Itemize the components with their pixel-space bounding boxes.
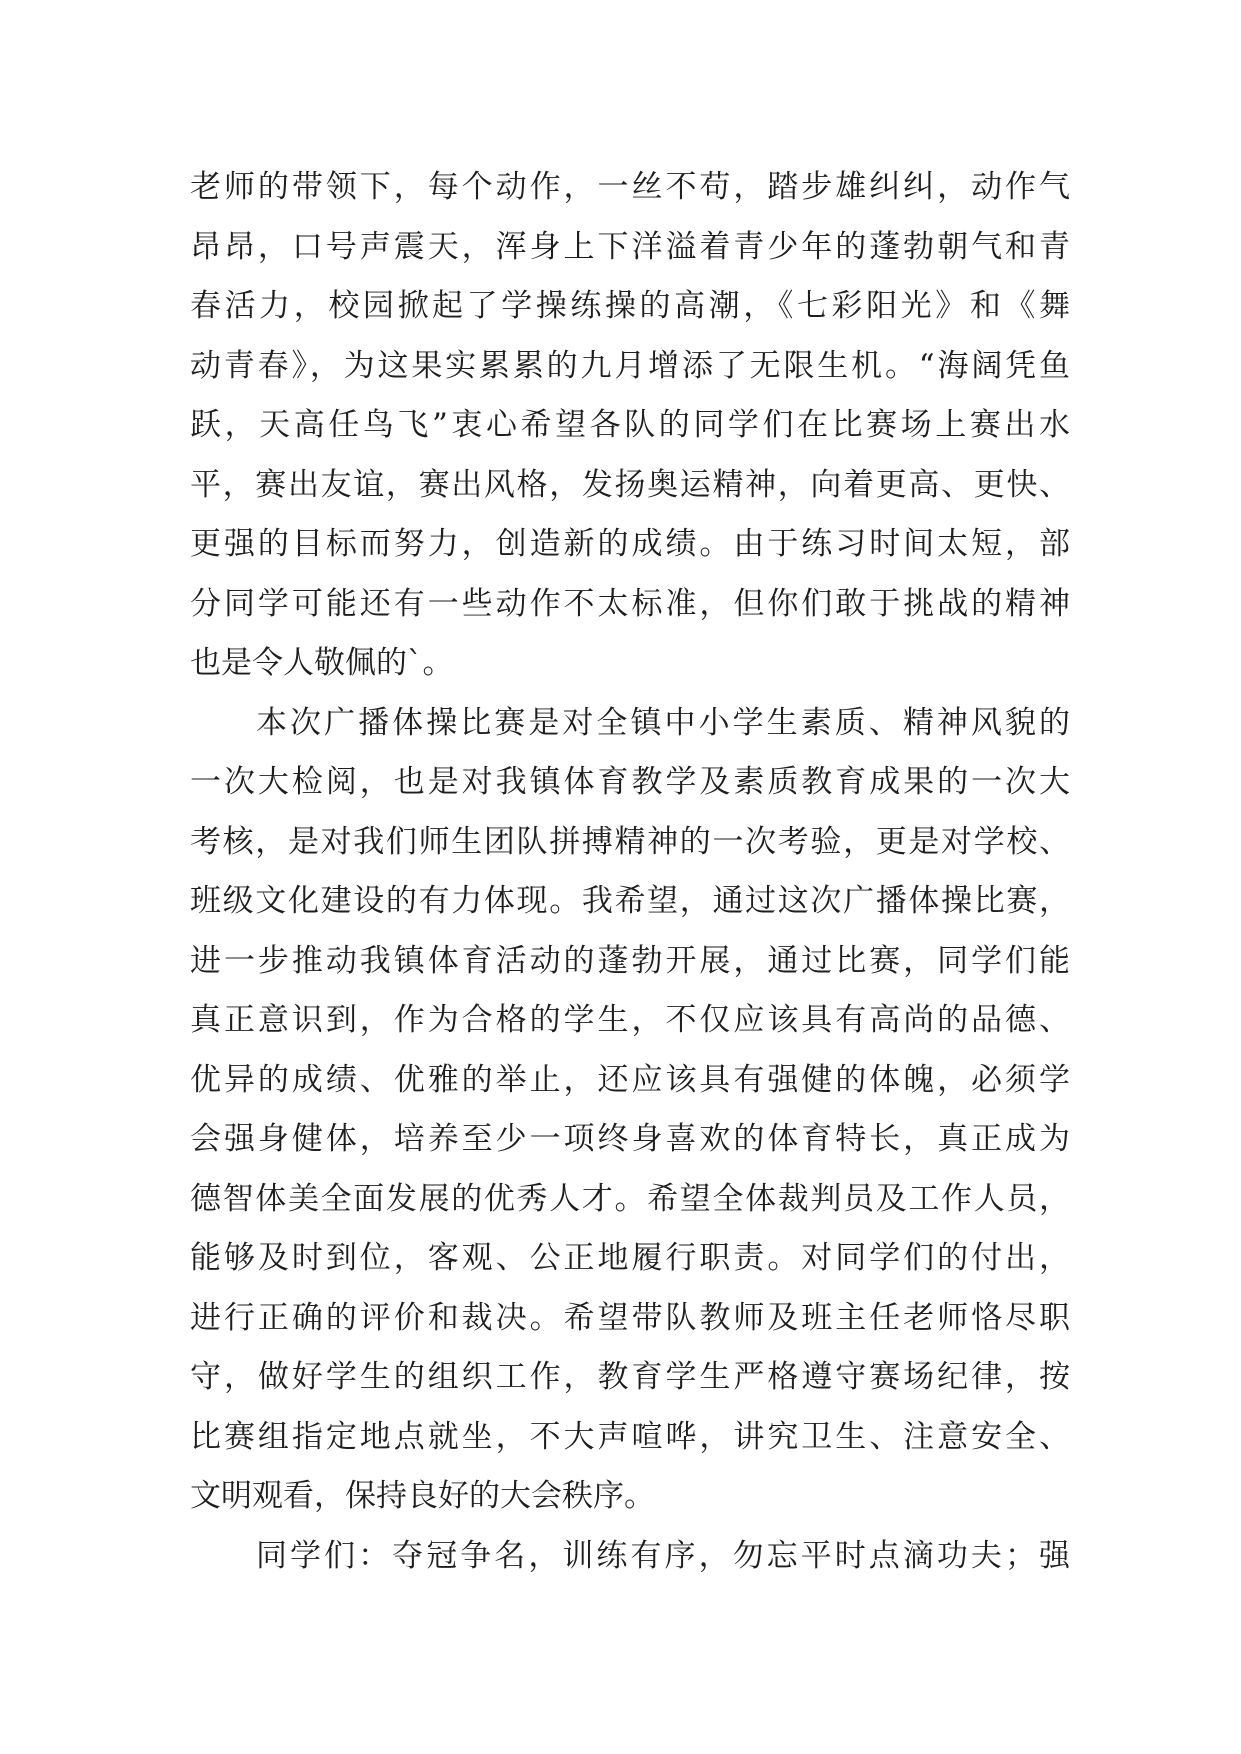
text-line: 进一步推动我镇体育活动的蓬勃开展，通过比赛，同学们能 bbox=[190, 942, 1070, 979]
text-line: 平，赛出友谊，赛出风格，发扬奥运精神，向着更高、更快、 bbox=[190, 466, 1070, 503]
paragraph-first-line: 同学们：夺冠争名，训练有序，勿忘平时点滴功夫；强 bbox=[256, 1537, 1070, 1574]
text-line: 能够及时到位，客观、公正地履行职责。对同学们的付出， bbox=[190, 1240, 1070, 1276]
text-line: 跃，天高任鸟飞”衷心希望各队的同学们在比赛场上赛出水 bbox=[190, 407, 1070, 443]
text-line: 真正意识到，作为合格的学生，不仅应该具有高尚的品德、 bbox=[190, 1002, 1070, 1038]
text-line: 班级文化建设的有力体现。我希望，通过这次广播体操比赛， bbox=[190, 883, 1070, 919]
text-line: 也是令人敬佩的`。 bbox=[190, 645, 454, 681]
paragraph-first-line: 本次广播体操比赛是对全镇中小学生素质、精神风貌的 bbox=[256, 704, 1070, 741]
text-line: 老师的带领下，每个动作，一丝不苟，踏步雄纠纠，动作气 bbox=[190, 169, 1070, 205]
text-line: 分同学可能还有一些动作不太标准，但你们敢于挑战的精神 bbox=[190, 585, 1070, 622]
text-line: 进行正确的评价和裁决。希望带队教师及班主任老师恪尽职 bbox=[190, 1299, 1070, 1336]
text-line: 动青春》，为这果实累累的九月增添了无限生机。“海阔凭鱼 bbox=[190, 347, 1070, 384]
text-line: 春活力，校园掀起了学操练操的高潮，《七彩阳光》和《舞 bbox=[190, 288, 1070, 324]
text-line: 考核，是对我们师生团队拼搏精神的一次考验，更是对学校、 bbox=[190, 823, 1070, 860]
text-line: 文明观看，保持良好的大会秩序。 bbox=[190, 1478, 655, 1514]
text-line: 一次大检阅，也是对我镇体育教学及素质教育成果的一次大 bbox=[190, 764, 1070, 800]
text-line: 守，做好学生的组织工作，教育学生严格遵守赛场纪律，按 bbox=[190, 1359, 1070, 1395]
text-line: 比赛组指定地点就坐，不大声喧哗，讲究卫生、注意安全、 bbox=[190, 1418, 1070, 1455]
text-line: 昂昂，口号声震天，浑身上下洋溢着青少年的蓬勃朝气和青 bbox=[190, 228, 1070, 265]
text-line: 优异的成绩、优雅的举止，还应该具有强健的体魄，必须学 bbox=[190, 1061, 1070, 1098]
text-line: 德智体美全面发展的优秀人才。希望全体裁判员及工作人员， bbox=[190, 1180, 1070, 1217]
text-line: 会强身健体，培养至少一项终身喜欢的体育特长，真正成为 bbox=[190, 1121, 1070, 1157]
text-line: 更强的目标而努力，创造新的成绩。由于练习时间太短，部 bbox=[190, 526, 1070, 562]
body-text bbox=[190, 158, 1070, 1586]
